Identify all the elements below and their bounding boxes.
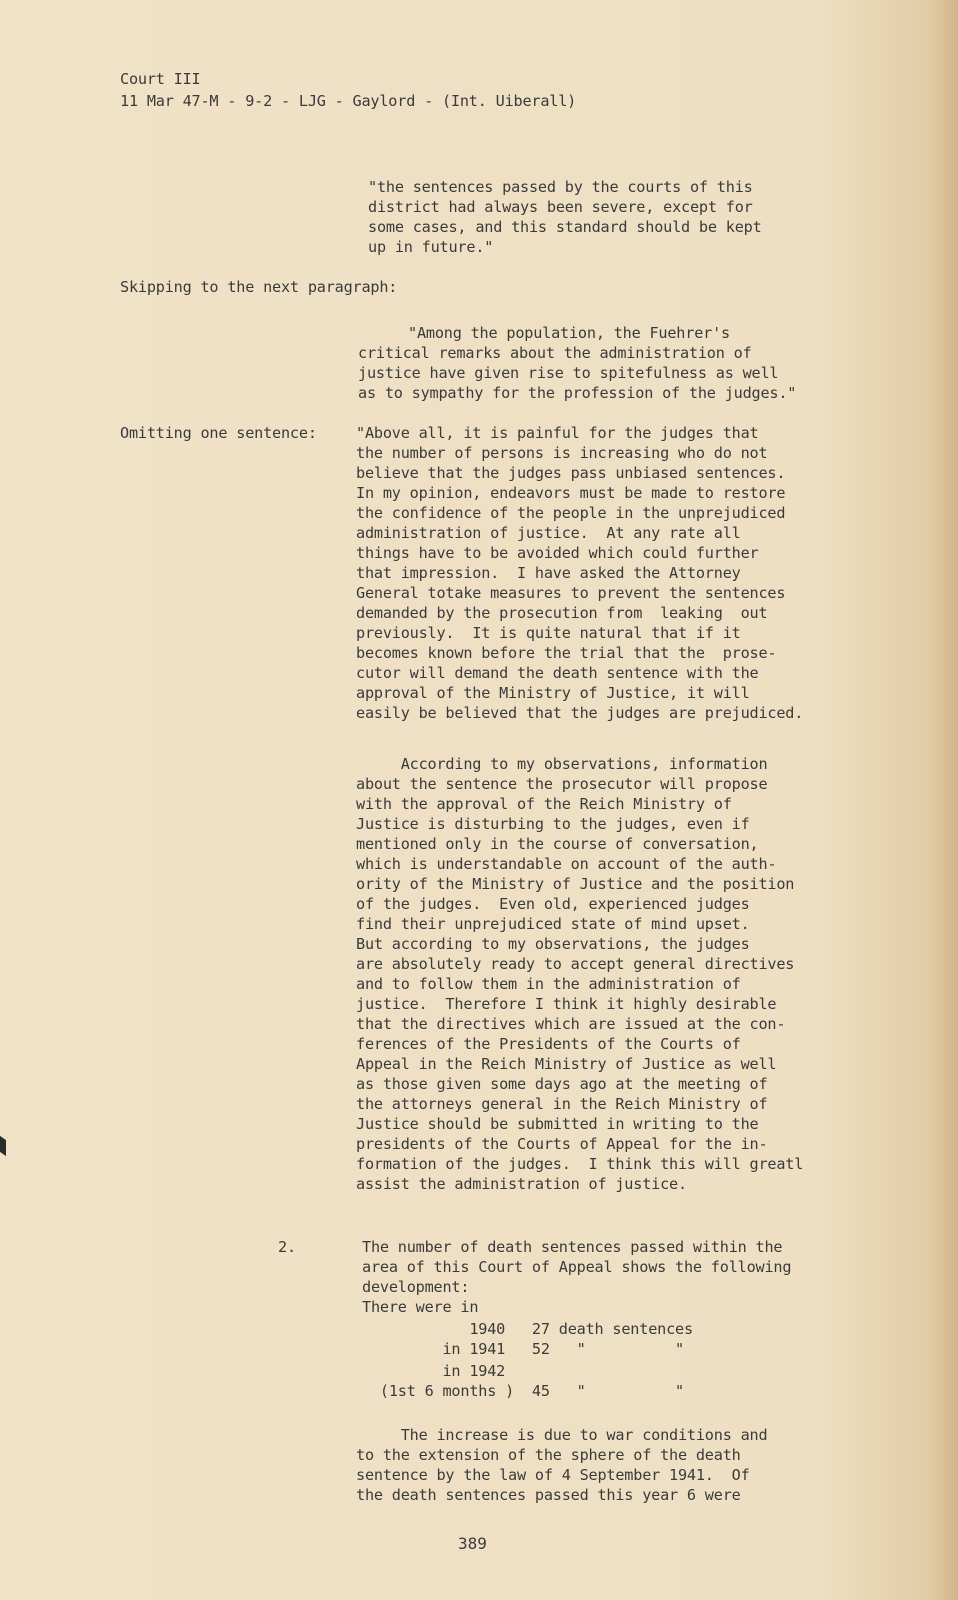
item-number: 2. [278, 1238, 296, 1256]
text-line: development: [362, 1278, 470, 1296]
text-line: "the sentences passed by the courts of this [368, 178, 753, 196]
text-line: The number of death sentences passed within the [362, 1238, 783, 1256]
text-line: the number of persons is increasing who do not [356, 444, 768, 462]
omit-label: Omitting one sentence: [120, 424, 317, 442]
text-line: In my opinion, endeavors must be made to restore [356, 484, 786, 502]
text-line: and to follow them in the administration of [356, 975, 741, 993]
text-line: as those given some days ago at the meeting of [356, 1075, 768, 1093]
text-line: justice have given rise to spitefulness as well [358, 364, 779, 382]
text-line: Appeal in the Reich Ministry of Justice as well [356, 1055, 777, 1073]
text-line: to the extension of the sphere of the death [356, 1446, 741, 1464]
text-line: as to sympathy for the profession of the judges." [358, 384, 797, 402]
text-line: cutor will demand the death sentence with the [356, 664, 759, 682]
text-line: the confidence of the people in the unprejudiced [356, 504, 786, 522]
text-line: previously. It is quite natural that if it [356, 624, 741, 642]
text-line: up in future." [368, 238, 494, 256]
text-line: But according to my observations, the judges [356, 935, 750, 953]
text-line: "Among the population, the Fuehrer's [408, 324, 730, 342]
text-line: According to my observations, information [356, 755, 768, 773]
text-line: becomes known before the trial that the prose- [356, 644, 777, 662]
text-line: critical remarks about the administration of [358, 344, 752, 362]
text-line: ority of the Ministry of Justice and the position [356, 875, 795, 893]
text-line: General totake measures to prevent the sentences [356, 584, 786, 602]
text-line: area of this Court of Appeal shows the following [362, 1258, 792, 1276]
margin-mark [0, 1136, 6, 1156]
text-line: the death sentences passed this year 6 were [356, 1486, 741, 1504]
page-number: 389 [458, 1534, 487, 1553]
text-line: demanded by the prosecution from leaking out [356, 604, 768, 622]
text-line: find their unprejudiced state of mind upset. [356, 915, 750, 933]
text-line: The increase is due to war conditions and [356, 1426, 768, 1444]
text-line: believe that the judges pass unbiased sentences. [356, 464, 786, 482]
text-line: ferences of the Presidents of the Courts of [356, 1035, 741, 1053]
header-session: 11 Mar 47-M - 9-2 - LJG - Gaylord - (Int. Uiberall) [120, 92, 577, 110]
table-row: (1st 6 months ) 45 " " [362, 1382, 684, 1400]
text-line: approval of the Ministry of Justice, it will [356, 684, 750, 702]
text-line: Justice should be submitted in writing to the [356, 1115, 759, 1133]
text-line: assist the administration of justice. [356, 1175, 687, 1193]
table-row: 1940 27 death sentences [362, 1320, 693, 1338]
text-line: administration of justice. At any rate all [356, 524, 741, 542]
header-court: Court III [120, 70, 201, 88]
text-line: Justice is disturbing to the judges, even if [356, 815, 750, 833]
text-line: about the sentence the prosecutor will propose [356, 775, 768, 793]
table-row: in 1941 52 " " [362, 1340, 684, 1358]
text-line: with the approval of the Reich Ministry of [356, 795, 732, 813]
text-line: easily be believed that the judges are prejudiced. [356, 704, 804, 722]
text-line: some cases, and this standard should be kept [368, 218, 762, 236]
text-line: mentioned only in the course of conversation, [356, 835, 759, 853]
text-line: district had always been severe, except for [368, 198, 753, 216]
text-line: justice. Therefore I think it highly desirable [356, 995, 777, 1013]
skip-label: Skipping to the next paragraph: [120, 278, 398, 296]
text-line: formation of the judges. I think this will greatl [356, 1155, 804, 1173]
text-line: the attorneys general in the Reich Ministry of [356, 1095, 768, 1113]
text-line: "Above all, it is painful for the judges that [356, 424, 759, 442]
text-line: sentence by the law of 4 September 1941. Of [356, 1466, 750, 1484]
text-line: that impression. I have asked the Attorney [356, 564, 741, 582]
table-row: in 1942 [362, 1362, 506, 1380]
text-line: There were in [362, 1298, 479, 1316]
text-line: that the directives which are issued at the con- [356, 1015, 786, 1033]
text-line: of the judges. Even old, experienced judges [356, 895, 750, 913]
text-line: things have to be avoided which could further [356, 544, 759, 562]
text-line: presidents of the Courts of Appeal for the in- [356, 1135, 768, 1153]
text-line: which is understandable on account of the auth- [356, 855, 777, 873]
text-line: are absolutely ready to accept general directives [356, 955, 795, 973]
